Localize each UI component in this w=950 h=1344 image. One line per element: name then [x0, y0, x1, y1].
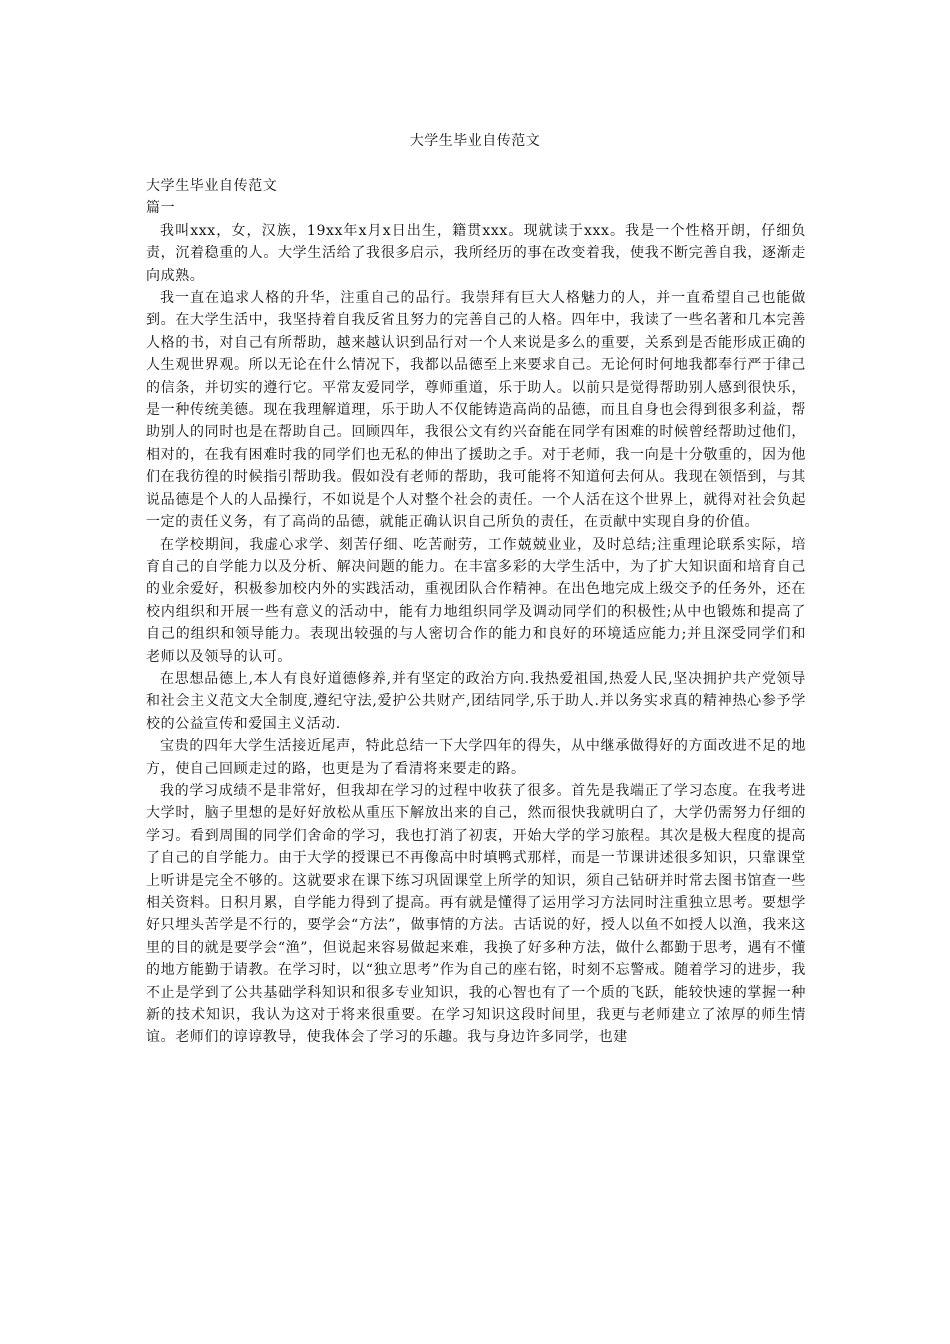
document-heading: 大学生毕业自传范文	[146, 178, 278, 194]
document-body	[146, 175, 806, 1049]
section-label: 篇一	[146, 200, 176, 217]
paragraph-intro: 我叫xxx，女，汉族，19xx年x月x日出生，籍贯xxx。现就读于xxx。我是一个性格开朗，仔细负责，沉着稳重的人。大学生活给了我很多启示，我所经历的事在改变着我，使我不断完善自我，逐渐走向成熟。	[146, 222, 806, 284]
paragraph-character: 我一直在追求人格的升华，注重自己的品行。我崇拜有巨大人格魅力的人，并一直希望自己也能做到。在大学生活中，我坚持着自我反省且努力的完善自己的人格。四年中，我读了一些名著和几本完善人格的书，对自己有所帮助，越来越认识到品行对一个人来说是多么的重要，关系到是否能形成正确的人生观世界观。所以无论在什么情况下，我都以品德至上来要求自己。无论何时何地我都奉行严于律己的信条，并切实的遵行它。平常友爱同学，尊师重道，乐于助人。以前只是觉得帮助别人感到很快乐，是一种传统美德。现在我理解道理，乐于助人不仅能铸造高尚的品德，而且自身也会得到很多利益，帮助别人的同时也是在帮助自己。回顾四年，我很公文有约兴奋能在同学有困难的时候曾经帮助过他们，相对的，在我有困难时我的同学们也无私的伸出了援助之手。对于老师，我一向是十分敬重的，因为他们在我彷徨的时候指引帮助我。假如没有老师的帮助，我可能将不知道何去何从。我现在领悟到，与其说品德是个人的人品操行，不如说是个人对整个社会的责任。一个人活在这个世界上，就得对社会负起一定的责任义务，有了高尚的品德，就能正确认识自己所负的责任，在贡献中实现自身的价值。	[146, 290, 806, 531]
paragraph-school: 在学校期间，我虚心求学、刻苦仔细、吃苦耐劳，工作兢兢业业，及时总结;注重理论联系实际，培育自己的自学能力以及分析、解决问题的能力。在丰富多彩的大学生活中，为了扩大知识面和培育自己的业余爱好，积极参加校内外的实践活动，重视团队合作精神。在出色地完成上级交予的任务外，还在校内组织和开展一些有意义的活动中，能有力地组织同学及调动同学们的积极性;从中也锻炼和提高了自己的组织和领导能力。表现出较强的与人密切合作的能力和良好的环境适应能力;并且深受同学们和老师以及领导的认可。	[146, 536, 806, 665]
page-title: 大学生毕业自传范文	[409, 133, 541, 149]
paragraph-summary: 宝贵的四年大学生活接近尾声，特此总结一下大学四年的得失，从中继承做得好的方面改进不足的地方，使自己回顾走过的路，也更是为了看清将来要走的路。	[146, 738, 806, 777]
paragraph-study: 我的学习成绩不是非常好，但我却在学习的过程中收获了很多。首先是我端正了学习态度。在我考进大学时，脑子里想的是好好放松从重压下解放出来的自己，然而很快我就明白了，大学仍需努力仔细的学习。看到周围的同学们舍命的学习，我也打消了初衷，开始大学的学习旅程。其次是极大程度的提高了自己的自学能力。由于大学的授课已不再像高中时填鸭式那样，而是一节课讲述很多知识，只靠课堂上听讲是完全不够的。这就要求在课下练习巩固课堂上所学的知识，须自己钻研并时常去图书馆查一些相关资料。日积月累，自学能力得到了提高。再有就是懂得了运用学习方法同时注重独立思考。要想学好只埋头苦学是不行的，要学会“方法”，做事情的方法。古话说的好，授人以鱼不如授人以渔，我来这里的目的就是要学会“渔”，但说起来容易做起来难，我换了好多种方法，做什么都勤于思考，遇有不懂的地方能勤于请教。在学习时，以“独立思考”作为自己的座右铭，时刻不忘警戒。随着学习的进步，我不止是学到了公共基础学科知识和很多专业知识，我的心智也有了一个质的飞跃，能较快速的掌握一种新的技术知识，我认为这对于将来很重要。在学习知识这段时间里，我更与老师建立了浓厚的师生情谊。老师们的谆谆教导，使我体会了学习的乐趣。我与身边许多同学，也建	[146, 782, 806, 1046]
paragraph-morality: 在思想品德上,本人有良好道德修养,并有坚定的政治方向.我热爱祖国,热爱人民,坚决拥护共产党领导和社会主义范文大全制度,遵纪守法,爱护公共财产,团结同学,乐于助人.并以务实求真的精神热心参予学校的公益宣传和爱国主义活动.	[146, 670, 806, 732]
